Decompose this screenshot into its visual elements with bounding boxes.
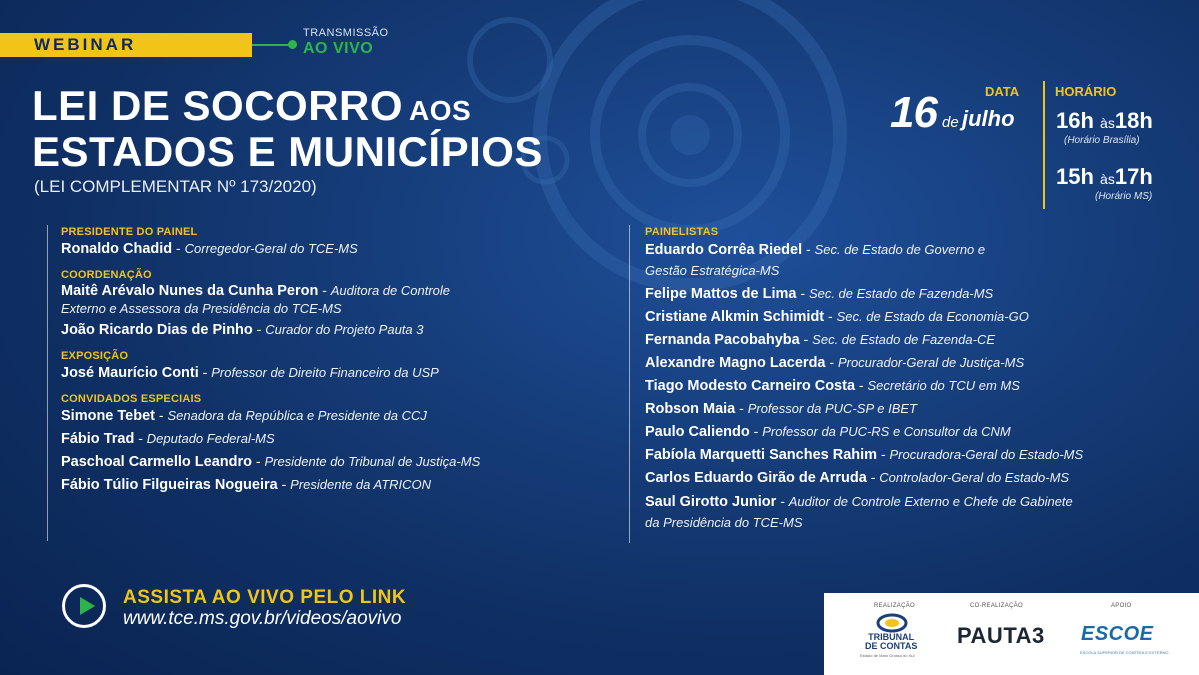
list-item: Saul Girotto Junior - Auditor de Controle Externo e Chefe de Gabinete da Presidência do TCE-MS (645, 493, 1073, 530)
live-dot-icon (288, 40, 297, 49)
list-item: Cristiane Alkmin Schimidt - Sec. de Estado da Economia-GO (645, 308, 1029, 325)
person-role: Secretário do TCU em MS (867, 378, 1020, 393)
live-label-small: TRANSMISSÃO (303, 27, 389, 39)
right-column (629, 225, 1083, 543)
list-item: Fábio Túlio Filgueiras Nogueira - Presidente da ATRICON (61, 476, 432, 493)
person-name: Eduardo Corrêa Riedel (645, 242, 803, 258)
person-name: Robson Maia (645, 401, 736, 417)
date-label: DATA (985, 84, 1020, 99)
person-role: Professor da PUC-RS e Consultor da CNM (762, 424, 1011, 439)
person-role: Auditora de Controle (330, 283, 451, 298)
time1-sep: às (1100, 115, 1115, 131)
tribunal-seal-icon (876, 613, 908, 633)
person-role: Deputado Federal-MS (146, 431, 275, 446)
person-name: Tiago Modesto Carneiro Costa (645, 378, 856, 394)
list-item: Carlos Eduardo Girão de Arruda - Controlador-Geral do Estado-MS (645, 469, 1070, 486)
time1-end: 18h (1114, 108, 1153, 133)
person-name: Ronaldo Chadid (61, 241, 173, 257)
list-item: João Ricardo Dias de Pinho - Curador do Projeto Pauta 3 (61, 321, 424, 338)
pauta3-logo: PAUTA3 (957, 623, 1045, 648)
list-item: Fábio Trad - Deputado Federal-MS (61, 430, 275, 447)
list-item: Paulo Caliendo - Professor da PUC-RS e Consultor da CNM (645, 423, 1011, 440)
person-name: Felipe Mattos de Lima (645, 286, 797, 302)
list-item: Paschoal Carmello Leandro - Presidente do Tribunal de Justiça-MS (61, 453, 481, 470)
play-icon[interactable] (80, 597, 95, 615)
panelists-heading: PAINELISTAS (645, 226, 719, 238)
time-brasilia-note: (Horário Brasília) (1064, 135, 1140, 146)
person-role: Procuradora-Geral do Estado-MS (889, 447, 1084, 462)
person-name: Alexandre Magno Lacerda (645, 355, 826, 371)
watch-link[interactable]: www.tce.ms.gov.br/videos/aovivo (123, 608, 402, 629)
person-role-cont: Gestão Estratégica-MS (645, 263, 780, 278)
tribunal-name-1: TRIBUNAL (868, 632, 915, 642)
title-main-text: LEI DE SOCORRO (32, 82, 404, 129)
person-role: Auditor de Controle Externo e Chefe de Gabinete (788, 494, 1073, 509)
live-label: AO VIVO (303, 40, 374, 57)
person-role: Procurador-Geral de Justiça-MS (837, 355, 1025, 370)
person-role-cont: Externo e Assessora da Presidência do TCE-MS (61, 301, 342, 316)
list-item: Eduardo Corrêa Riedel - Sec. de Estado de Governo e Gestão Estratégica-MS (645, 241, 986, 278)
tribunal-logo-sub: Estado de Mato Grosso do Sul (860, 653, 915, 658)
person-role: Sec. de Estado de Fazenda-MS (808, 286, 994, 301)
time2-sep: às (1100, 171, 1115, 187)
date-month: julho (962, 106, 1015, 131)
list-item: Fabíola Marquetti Sanches Rahim - Procuradora-Geral do Estado-MS (645, 446, 1084, 463)
time-ms (1056, 164, 1153, 190)
subtitle: (LEI COMPLEMENTAR Nº 173/2020) (34, 177, 317, 196)
person-role-cont: da Presidência do TCE-MS (645, 515, 803, 530)
time2-start: 15h (1056, 164, 1094, 189)
person-name: Carlos Eduardo Girão de Arruda (645, 470, 867, 486)
date-divider (1043, 81, 1045, 209)
person-role: Senadora da República e Presidente da CCJ (167, 408, 427, 423)
list-item: Ronaldo Chadid - Corregedor-Geral do TCE-MS (61, 240, 358, 257)
list-item: Tiago Modesto Carneiro Costa - Secretário do TCU em MS (645, 377, 1020, 394)
coordination-heading: COORDENAÇÃO (61, 269, 152, 281)
left-column (47, 225, 480, 541)
person-name: Fábio Trad (61, 431, 135, 447)
sponsor-logos (824, 593, 1199, 675)
person-name: Cristiane Alkmin Schimidt (645, 309, 825, 325)
person-name: Fabíola Marquetti Sanches Rahim (645, 447, 878, 463)
person-name: Maitê Arévalo Nunes da Cunha Peron (61, 283, 319, 299)
person-role: Professor de Direito Financeiro da USP (211, 365, 439, 380)
list-item: Felipe Mattos de Lima - Sec. de Estado de Fazenda-MS (645, 285, 994, 302)
president-heading: PRESIDENTE DO PAINEL (61, 226, 198, 238)
person-role: Professor da PUC-SP e IBET (747, 401, 917, 416)
person-name: João Ricardo Dias de Pinho (61, 322, 253, 338)
corealizacao-label: CO-REALIZAÇÃO (970, 603, 1023, 609)
title-small-text: AOS (409, 95, 472, 126)
exposition-heading: EXPOSIÇÃO (61, 350, 129, 362)
date-de: de (942, 114, 959, 131)
list-item: Maitê Arévalo Nunes da Cunha Peron - Auditora de Controle Externo e Assessora da Presidência do TCE-MS (61, 282, 451, 316)
person-role: Presidente do Tribunal de Justiça-MS (264, 454, 481, 469)
tribunal-logo-text (865, 633, 917, 651)
person-role: Sec. de Estado de Fazenda-CE (812, 332, 996, 347)
guests-heading: CONVIDADOS ESPECIAIS (61, 393, 202, 405)
person-name: Fábio Túlio Filgueiras Nogueira (61, 477, 278, 493)
escoe-logo: ESCOE (1081, 623, 1154, 645)
person-role: Presidente da ATRICON (290, 477, 432, 492)
title-line-1 (32, 82, 471, 130)
person-role: Curador do Projeto Pauta 3 (265, 322, 424, 337)
tribunal-name-2: DE CONTAS (865, 641, 918, 651)
list-item: Simone Tebet - Senadora da República e Presidente da CCJ (61, 407, 427, 424)
person-name: Paschoal Carmello Leandro (61, 454, 252, 470)
person-name: Saul Girotto Junior (645, 494, 777, 510)
time-ms-note: (Horário MS) (1095, 191, 1153, 202)
apoio-label: APOIO (1111, 603, 1132, 609)
time-brasilia (1056, 108, 1153, 134)
date-day: 16 (890, 88, 937, 137)
person-name: Paulo Caliendo (645, 424, 750, 440)
list-item: Fernanda Pacobahyba - Sec. de Estado de Fazenda-CE (645, 331, 996, 348)
watch-label: ASSISTA AO VIVO PELO LINK (123, 587, 407, 608)
realizacao-label: REALIZAÇÃO (874, 603, 916, 609)
list-item: Robson Maia - Professor da PUC-SP e IBET (645, 400, 917, 417)
list-item: José Maurício Conti - Professor de Direito Financeiro da USP (61, 364, 439, 381)
person-role: Corregedor-Geral do TCE-MS (184, 241, 358, 256)
title-line-2: ESTADOS E MUNICÍPIOS (32, 128, 543, 175)
person-name: Fernanda Pacobahyba (645, 332, 800, 348)
escoe-logo-sub: ESCOLA SUPERIOR DE CONTROLE EXTERNO (1080, 650, 1169, 655)
person-name: Simone Tebet (61, 408, 155, 424)
time-label: HORÁRIO (1055, 84, 1117, 99)
live-connector-line (252, 44, 292, 46)
person-name: José Maurício Conti (61, 365, 199, 381)
person-role: Sec. de Estado da Economia-GO (836, 309, 1029, 324)
time1-start: 16h (1056, 108, 1094, 133)
person-role: Sec. de Estado de Governo e (814, 242, 986, 257)
time2-end: 17h (1114, 164, 1153, 189)
person-role: Controlador-Geral do Estado-MS (879, 470, 1070, 485)
list-item: Alexandre Magno Lacerda - Procurador-Geral de Justiça-MS (645, 354, 1025, 371)
webinar-badge: WEBINAR (0, 33, 252, 57)
